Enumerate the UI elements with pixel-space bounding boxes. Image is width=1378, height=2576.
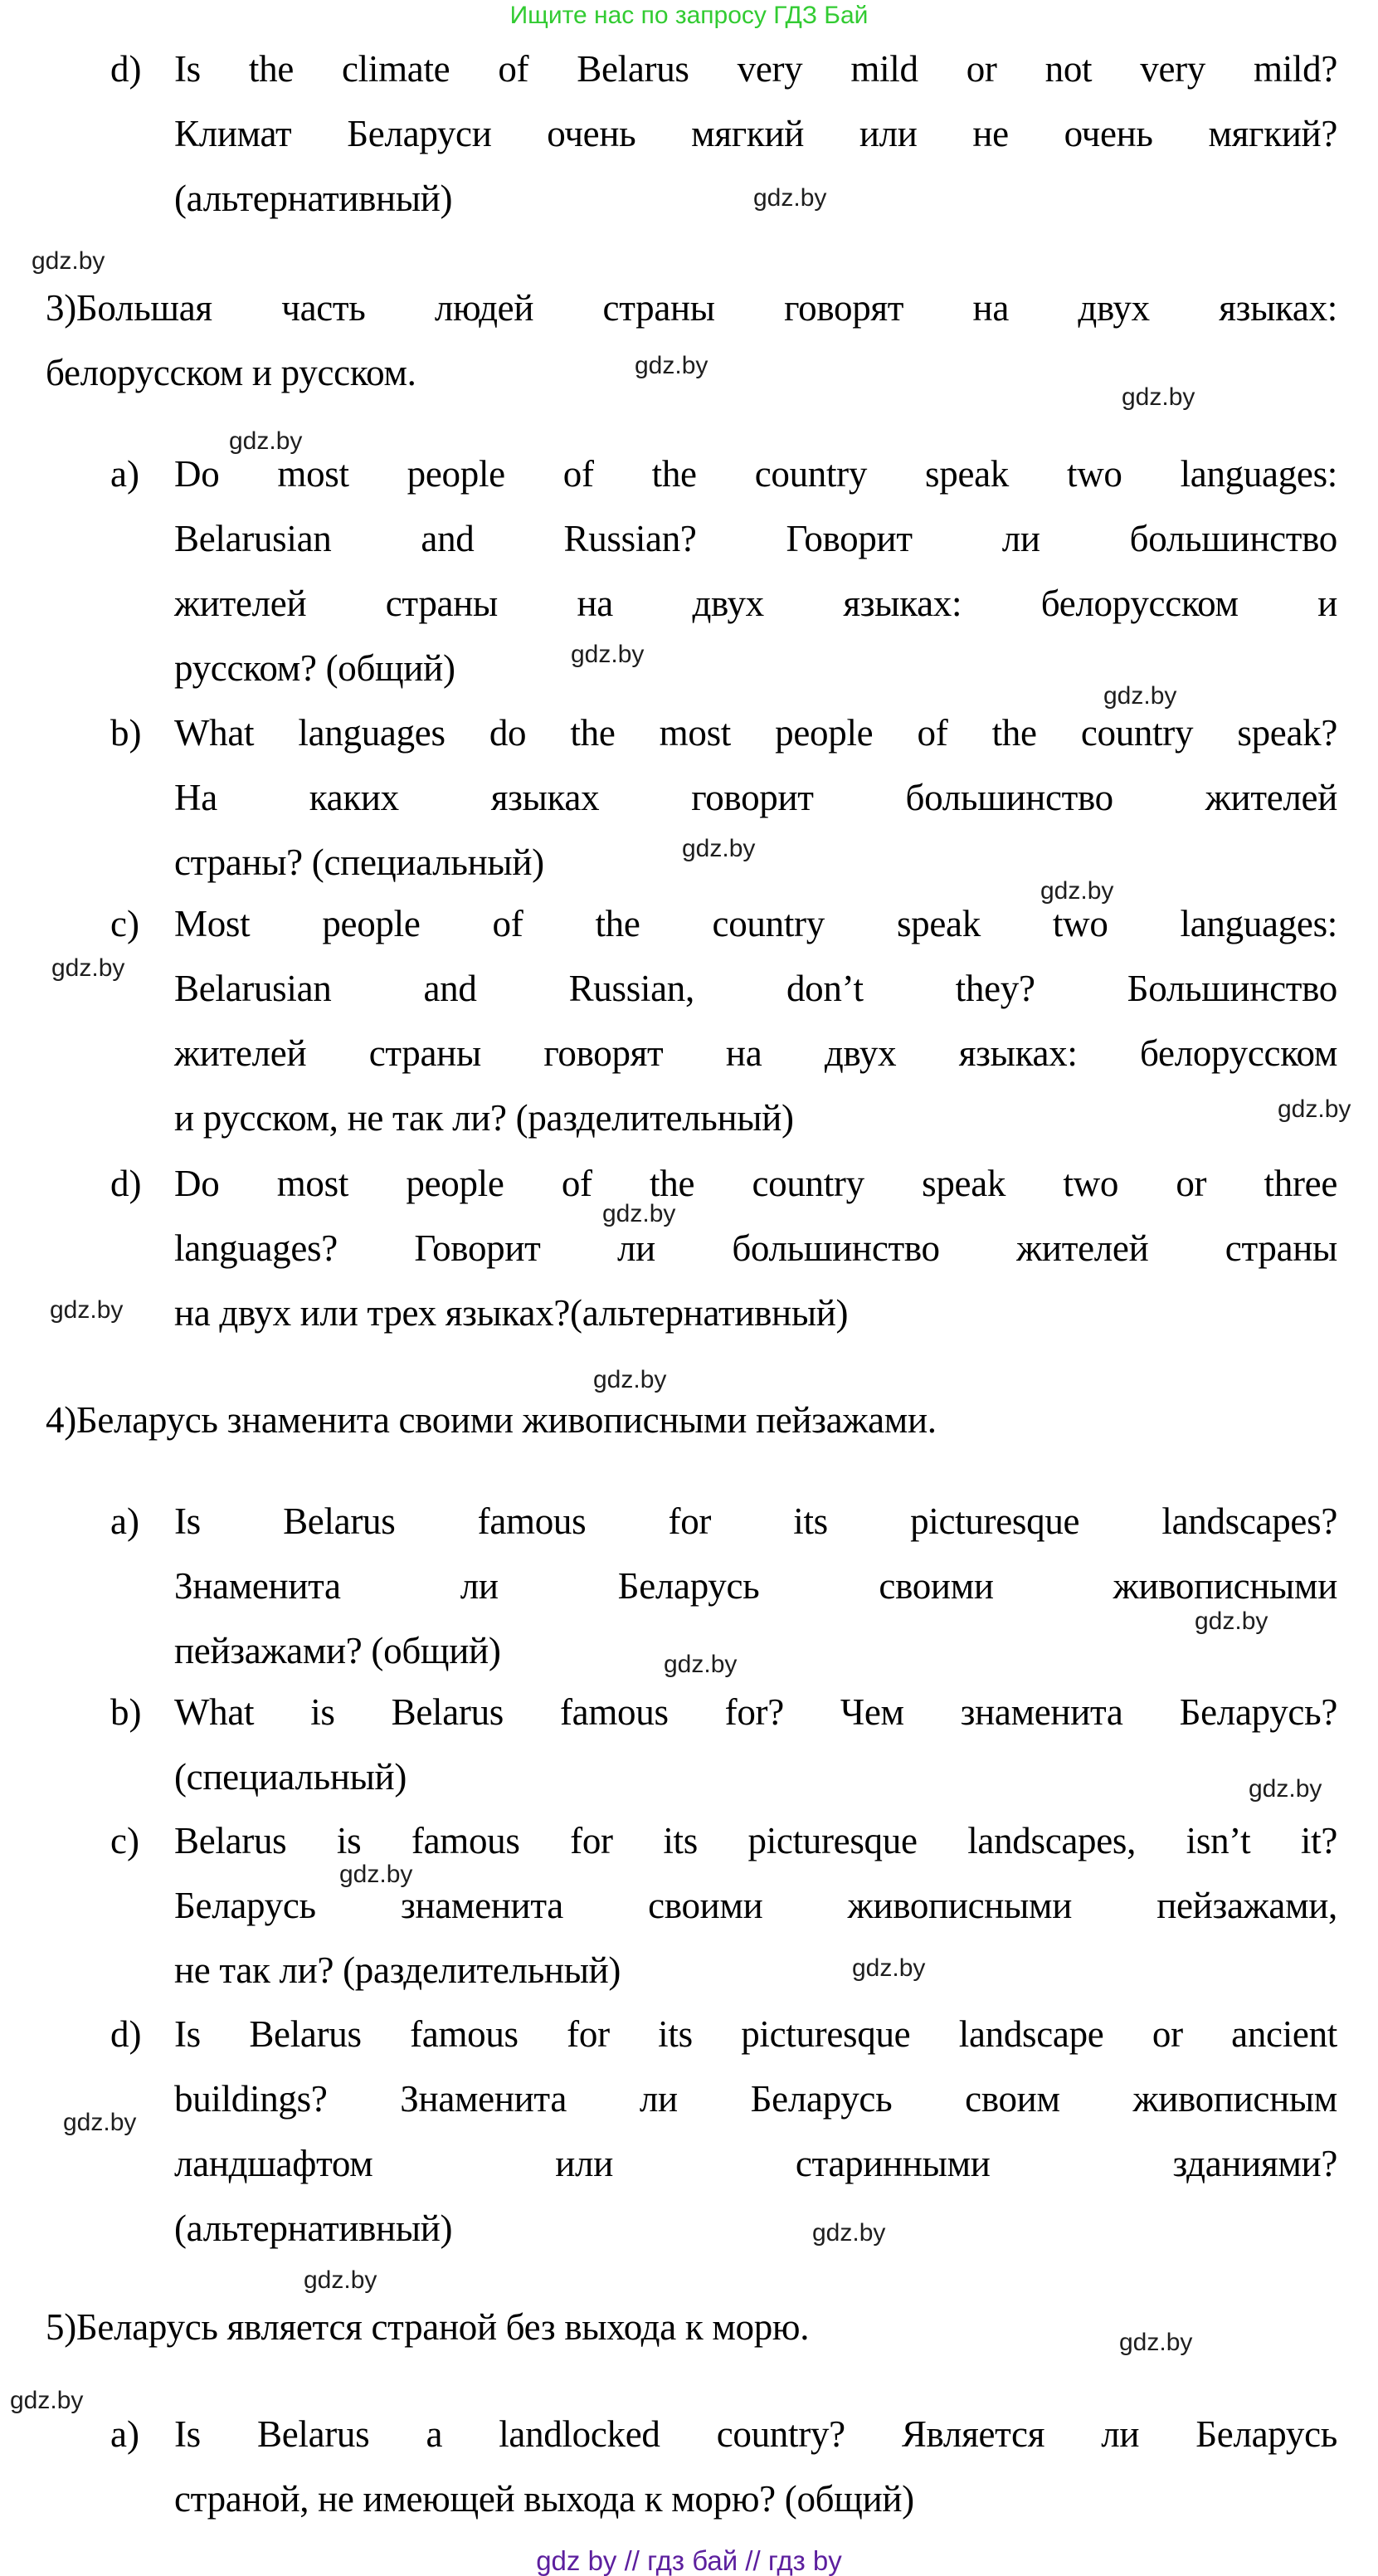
text-line: buildings? Знаменита ли Беларусь своим живописным (174, 2078, 1337, 2120)
item-label: a) (110, 1500, 139, 1542)
watermark-text: gdz.by (753, 184, 827, 212)
watermark-text: gdz.by (593, 1366, 667, 1393)
text-line: Is Belarus famous for its picturesque landscape or ancient (174, 2013, 1337, 2055)
text-line: русском? (общий) (174, 647, 455, 689)
watermark-text: gdz.by (339, 1861, 413, 1888)
question-item (110, 442, 1337, 700)
promo-banner-text: Ищите нас по запросу ГДЗ Бай (509, 2, 869, 29)
text-line: 5)Беларусь является страной без выхода к морю. (46, 2306, 810, 2348)
item-label: c) (110, 1820, 139, 1861)
watermark-text: gdz.by (1195, 1608, 1268, 1635)
text-line: на двух или трех языках?(альтернативный) (174, 1292, 849, 1334)
text-line: Is the climate of Belarus very mild or not very mild? (174, 48, 1337, 90)
question-item (110, 2002, 1337, 2261)
item-text (174, 1808, 1337, 2003)
text-line: ландшафтом или старинными зданиями? (174, 2143, 1337, 2184)
text-line: Климат Беларуси очень мягкий или не очень мягкий? (174, 113, 1337, 154)
text-line: и русском, не так ли? (разделительный) (174, 1097, 794, 1139)
text-line: Most people of the country speak two languages: (174, 903, 1337, 944)
item-text (174, 442, 1337, 700)
text-line: Belarus is famous for its picturesque landscapes, isn’t it? (174, 1820, 1337, 1861)
question-item (110, 37, 1337, 231)
item-text (174, 1680, 1337, 1809)
watermark-text: gdz.by (32, 247, 105, 275)
text-line: Belarusian and Russian, don’t they? Большинство (174, 968, 1337, 1009)
text-line: 3)Большая часть людей страны говорят на двух языках: (46, 287, 1337, 329)
watermark-text: gdz.by (304, 2266, 377, 2294)
item-text (174, 1489, 1337, 1683)
text-line: 4)Беларусь знаменита своими живописными пейзажами. (46, 1399, 937, 1441)
text-line: пейзажами? (общий) (174, 1630, 501, 1671)
watermark-text: gdz.by (63, 2109, 137, 2136)
text-line: What is Belarus famous for? Чем знаменита Беларусь? (174, 1691, 1337, 1733)
item-text (46, 1388, 1337, 1452)
item-text (174, 891, 1337, 1150)
text-line: Беларусь знаменита своими живописными пейзажами, (174, 1885, 1337, 1926)
text-line: (специальный) (174, 1756, 407, 1798)
text-line: (альтернативный) (174, 178, 453, 219)
text-line: Belarusian and Russian? Говорит ли большинство (174, 518, 1337, 559)
watermark-text: gdz.by (635, 352, 708, 379)
text-line: Знаменита ли Беларусь своими живописными (174, 1565, 1337, 1607)
text-line: жителей страны говорят на двух языках: белорусском (174, 1032, 1337, 1074)
watermark-text: gdz.by (682, 835, 756, 862)
item-text (174, 2402, 1337, 2531)
watermark-text: gdz.by (571, 641, 645, 668)
text-line: страны? (специальный) (174, 842, 544, 883)
watermark-text: gdz.by (1122, 383, 1195, 411)
text-line: Is Belarus a landlocked country? Является ли Беларусь (174, 2413, 1337, 2455)
footer-note: gdz by // гдз бай // гдз by (536, 2545, 842, 2576)
text-line: Do most people of the country speak two languages: (174, 453, 1337, 495)
item-text (174, 2002, 1337, 2261)
text-line: languages? Говорит ли большинство жителей страны (174, 1227, 1337, 1269)
text-line: Do most people of the country speak two or three (174, 1163, 1337, 1204)
text-line: жителей страны на двух языках: белорусском и (174, 583, 1337, 624)
item-label: c) (110, 903, 139, 944)
watermark-text: gdz.by (10, 2387, 84, 2414)
text-line: На каких языках говорит большинство жителей (174, 777, 1337, 818)
text-line: Is Belarus famous for its picturesque landscapes? (174, 1500, 1337, 1542)
item-label: d) (110, 2013, 142, 2055)
question-item (110, 700, 1337, 895)
text-line: (альтернативный) (174, 2208, 453, 2249)
watermark-text: gdz.by (812, 2219, 886, 2247)
item-text (174, 700, 1337, 895)
text-line: What languages do the most people of the country speak? (174, 712, 1337, 754)
text-line: не так ли? (разделительный) (174, 1949, 621, 1991)
item-label: a) (110, 453, 139, 495)
text-line: белорусском и русском. (46, 352, 416, 393)
question-item (110, 1808, 1337, 2003)
question-item (110, 891, 1337, 1150)
watermark-text: gdz.by (1103, 682, 1177, 710)
item-text (174, 1151, 1337, 1345)
question-item (110, 1680, 1337, 1809)
item-label: a) (110, 2413, 139, 2455)
question-item (110, 1151, 1337, 1345)
watermark-text: gdz.by (229, 427, 303, 455)
item-label: d) (110, 1163, 142, 1204)
watermark-text: gdz.by (1278, 1095, 1351, 1123)
item-label: b) (110, 712, 142, 754)
watermark-text: gdz.by (1119, 2329, 1193, 2356)
question-item (110, 2402, 1337, 2531)
text-line: страной, не имеющей выхода к морю? (общий) (174, 2478, 914, 2520)
item-label: b) (110, 1691, 142, 1733)
watermark-text: gdz.by (664, 1651, 738, 1678)
watermark-text: gdz.by (852, 1954, 926, 1982)
question-item (46, 1388, 1337, 1452)
watermark-text: gdz.by (1249, 1775, 1322, 1803)
watermark-text: gdz.by (602, 1200, 676, 1227)
watermark-text: gdz.by (51, 954, 125, 982)
watermark-text: gdz.by (1040, 877, 1114, 905)
watermark-text: gdz.by (50, 1296, 124, 1324)
item-label: d) (110, 48, 142, 90)
